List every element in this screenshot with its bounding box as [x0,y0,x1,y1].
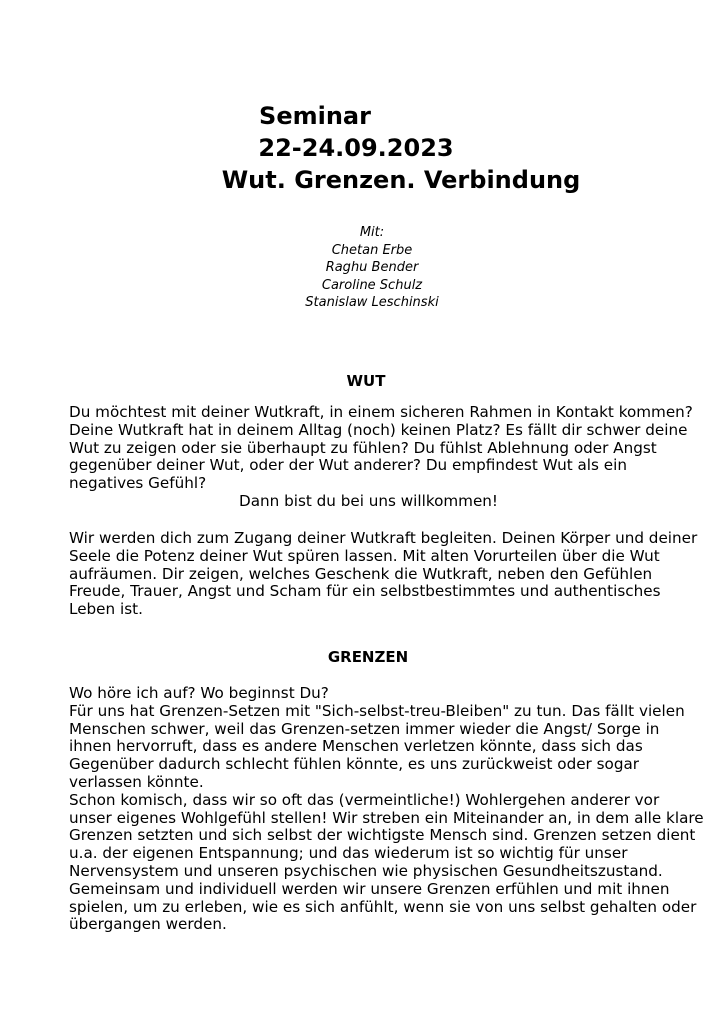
title-seminar: Seminar [259,102,371,130]
text-line: u.a. der eigenen Entspannung; und das wiederum ist so wichtig für unser [69,844,628,863]
text-line: übergangen werden. [69,915,227,934]
text-line: Gegenüber dadurch schlecht fühlen könnte, es uns zurückweist oder sogar [69,755,640,774]
text-line: ihnen hervorruft, dass es andere Menschen verletzen könnte, dass sich das [69,737,643,756]
text-line: Grenzen setzten und sich selbst der wichtigste Mensch sind. Grenzen setzen dient [69,826,696,845]
presenter-name: Chetan Erbe [331,242,413,258]
text-line: Wo höre ich auf? Wo beginnst Du? [69,684,329,702]
welcome-line: Dann bist du bei uns willkommen! [239,491,499,510]
text-line: Nervensystem und unseren psychischen wie physischen Gesundheitszustand. [69,861,663,880]
text-line: Leben ist. [69,600,143,619]
text-line: Menschen schwer, weil das Grenzen-setzen immer wieder die Angst/ Sorge in [69,719,660,738]
text-line: unser eigenes Wohlgefühl stellen! Wir streben ein Miteinander an, in dem alle klare [69,808,704,827]
text-line: Schon komisch, dass wir so oft das (vermeintliche!) Wohlergehen anderer vor [69,790,660,809]
presenter-name: Caroline Schulz [321,277,423,293]
wut-paragraph-2 [69,530,697,619]
grenzen-paragraph [69,685,704,934]
text-line: spielen, um zu erleben, wie es sich anfühlt, wenn sie von uns selbst gehalten oder [69,897,697,916]
presenter-name: Raghu Bender [325,260,419,275]
text-line: gegenüber deiner Wut, oder der Wut anderer? Du empfindest Wut als ein [69,456,627,475]
text-line: Wir werden dich zum Zugang deiner Wutkraft begleiten. Deinen Körper und deiner [69,529,698,547]
presenter-name: Stanislaw Leschinski [305,295,439,310]
text-line: Seele die Potenz deiner Wut spüren lassen. Mit alten Vorurteilen über die Wut [69,546,660,565]
presenters-list [0,224,724,312]
title-date: 22-24.09.2023 [258,134,454,162]
text-line: Für uns hat Grenzen-Setzen mit "Sich-selbst-treu-Bleiben" zu tun. Das fällt vielen [69,701,685,720]
text-line: Freude, Trauer, Angst und Scham für ein selbstbestimmtes und authentisches [69,582,661,601]
heading-wut: WUT [346,372,386,390]
text-line: verlassen könnte. [69,772,204,791]
text-line: Gemeinsam und individuell werden wir unsere Grenzen erfühlen und mit ihnen [69,879,670,898]
presenters-intro: Mit: [359,225,385,240]
title-block [0,100,724,196]
title-topic: Wut. Grenzen. Verbindung [221,166,581,194]
text-line: Wut zu zeigen oder sie überhaupt zu fühlen? Du fühlst Ablehnung oder Angst [69,438,657,457]
text-line: Deine Wutkraft hat in deinem Alltag (noch) keinen Platz? Es fällt dir schwer deine [69,420,688,439]
text-line: aufräumen. Dir zeigen, welches Geschenk die Wutkraft, neben den Gefühlen [69,564,653,583]
heading-grenzen: GRENZEN [327,648,409,666]
text-line: negatives Gefühl? [69,474,207,493]
wut-paragraph-1 [69,404,693,511]
text-line: Du möchtest mit deiner Wutkraft, in einem sicheren Rahmen in Kontakt kommen? [69,403,693,421]
